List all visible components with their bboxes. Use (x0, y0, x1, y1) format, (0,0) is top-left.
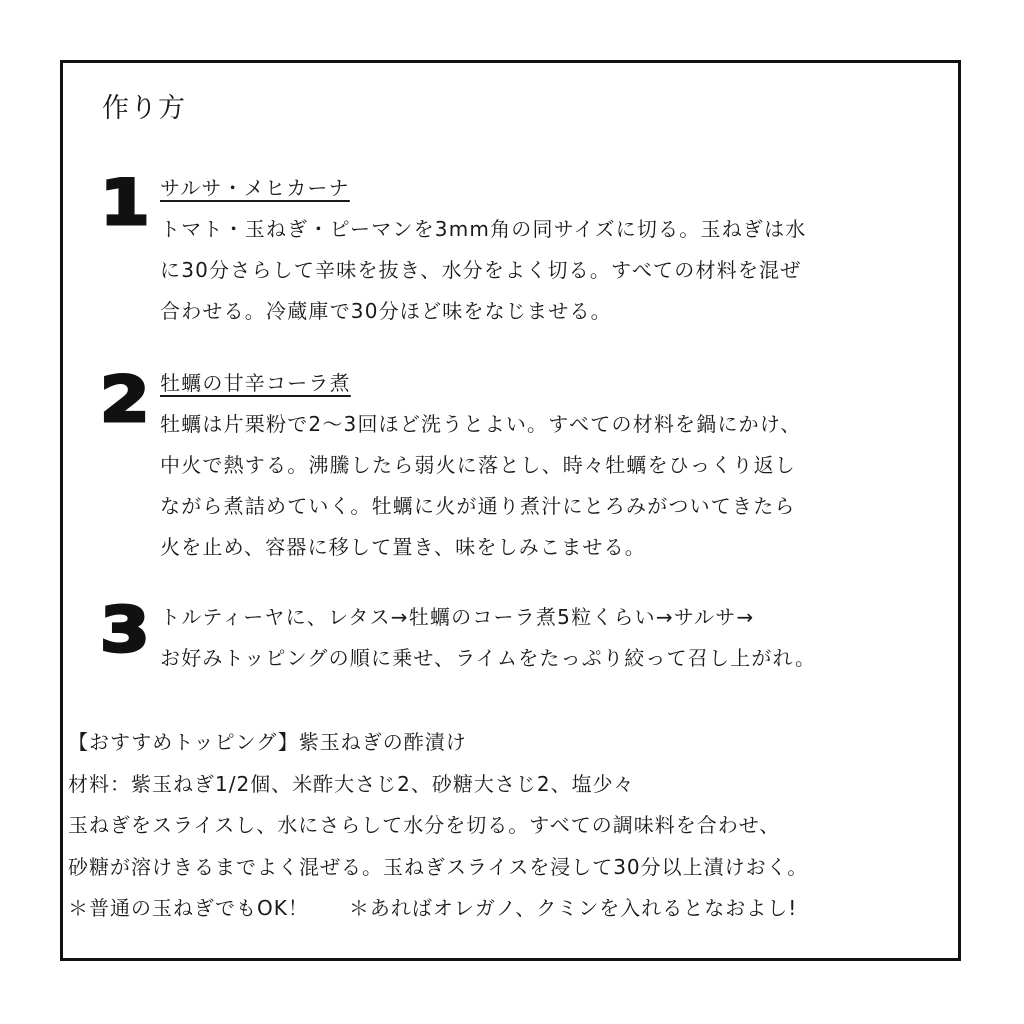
topping-ingredients: 材料：紫玉ねぎ1/2個、米酢大さじ2、砂糖大さじ2、塩少々 (68, 771, 635, 796)
step-number: 2 (100, 363, 150, 436)
step-text-line: トルティーヤに、レタス→牡蠣のコーラ煮5粒くらい→サルサ→ (160, 605, 755, 629)
step-number: 1 (100, 166, 150, 239)
step-body (160, 168, 807, 332)
step-text-line: お好みトッピングの順に乗せ、ライムをたっぷり絞って召し上がれ。 (160, 646, 817, 670)
step-text-line: 火を止め、容器に移して置き、味をしみこませる。 (160, 535, 646, 559)
step-title: サルサ・メヒカーナ (160, 176, 350, 200)
step-text-line: 中火で熱する。沸騰したら弱火に落とし、時々牡蠣をひっくり返し (160, 453, 796, 477)
step-text-line: ながら煮詰めていく。牡蠣に火が通り煮汁にとろみがついてきたら (160, 494, 796, 518)
step-text-line: に30分さらして辛味を抜き、水分をよく切る。すべての材料を混ぜ (160, 258, 802, 282)
topping-note: ＊普通の玉ねぎでもOK！ (68, 896, 309, 920)
topping-notes (68, 888, 808, 930)
topping-title: 【おすすめトッピング】紫玉ねぎの酢漬け (68, 730, 467, 754)
step-body (160, 597, 816, 679)
topping-note: ＊あればオレガノ、クミンを入れるとなおよし! (348, 896, 798, 920)
topping-section (68, 722, 808, 930)
step-body (160, 363, 801, 568)
step-text-line: 牡蠣は片栗粉で2〜3回ほど洗うとよい。すべての材料を鍋にかけ、 (160, 412, 802, 436)
topping-text-line: 砂糖が溶けきるまでよく混ぜる。玉ねぎスライスを浸して30分以上漬けおく。 (68, 854, 809, 879)
step-text-line: トマト・玉ねぎ・ピーマンを3mm角の同サイズに切る。玉ねぎは水 (160, 217, 807, 241)
page-title: 作り方 (102, 93, 186, 124)
step-title: 牡蠣の甘辛コーラ煮 (160, 371, 351, 395)
topping-text-line: 玉ねぎをスライスし、水にさらして水分を切る。すべての調味料を合わせ、 (68, 813, 781, 837)
step-text-line: 合わせる。冷蔵庫で30分ほど味をなじませる。 (160, 299, 612, 323)
step-number: 3 (100, 593, 150, 666)
